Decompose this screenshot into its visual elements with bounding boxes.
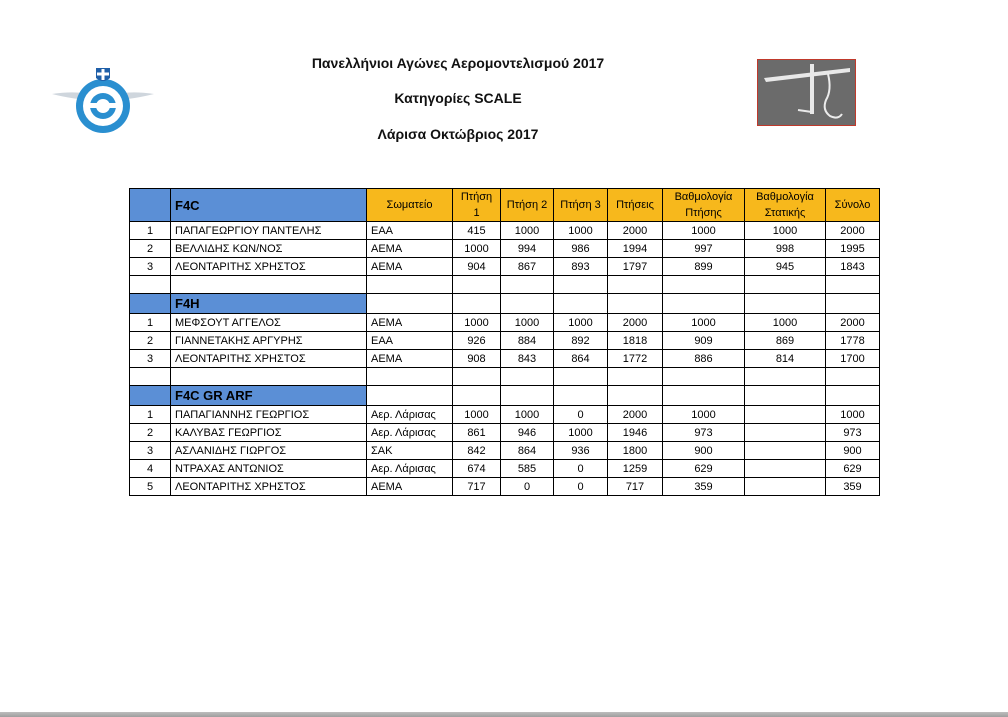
table-cell [745, 424, 826, 442]
table-cell: 1 [130, 222, 171, 240]
table-cell: 629 [663, 460, 745, 478]
table-cell: 3 [130, 258, 171, 276]
table-cell: 1259 [608, 460, 663, 478]
category-name: F4C [171, 189, 367, 222]
empty-cell [501, 276, 554, 294]
column-header-flight_score: Βαθμολογία Πτήσης [663, 189, 745, 222]
table-cell: 1818 [608, 332, 663, 350]
table-cell: ΠΑΠΑΓΙΑΝΝΗΣ ΓΕΩΡΓΙΟΣ [171, 406, 367, 424]
page-bottom-edge [0, 712, 1008, 717]
table-cell: ΑΣΛΑΝΙΔΗΣ ΓΙΩΡΓΟΣ [171, 442, 367, 460]
table-cell: ΛΕΟΝΤΑΡΙΤΗΣ ΧΡΗΣΤΟΣ [171, 258, 367, 276]
table-row [130, 258, 880, 276]
table-row [130, 350, 880, 368]
table-cell: 997 [663, 240, 745, 258]
table-cell: 908 [453, 350, 501, 368]
table-cell: 5 [130, 478, 171, 496]
table-cell: Αερ. Λάρισας [367, 460, 453, 478]
table-cell: 998 [745, 240, 826, 258]
column-header-static_score: Βαθμολογία Στατικής [745, 189, 826, 222]
empty-cell [130, 276, 171, 294]
category-header-row [130, 189, 880, 222]
table-cell: 0 [554, 406, 608, 424]
table-cell: 674 [453, 460, 501, 478]
table-cell: 2000 [608, 406, 663, 424]
empty-cell [608, 386, 663, 406]
column-header-flights: Πτήσεις [608, 189, 663, 222]
category-name: F4H [171, 294, 367, 314]
empty-cell [367, 276, 453, 294]
table-cell: 973 [663, 424, 745, 442]
table-cell: 2000 [826, 314, 880, 332]
table-cell: 814 [745, 350, 826, 368]
empty-cell [745, 294, 826, 314]
table-cell: 1994 [608, 240, 663, 258]
empty-cell [554, 386, 608, 406]
empty-cell [501, 294, 554, 314]
table-cell: 861 [453, 424, 501, 442]
table-row [130, 460, 880, 478]
empty-cell [367, 368, 453, 386]
table-cell: 892 [554, 332, 608, 350]
column-header-flight3: Πτήση 3 [554, 189, 608, 222]
empty-cell [663, 294, 745, 314]
empty-cell [745, 386, 826, 406]
table-cell: 900 [663, 442, 745, 460]
empty-cell [171, 276, 367, 294]
category-name: F4C GR ARF [171, 386, 367, 406]
table-cell: 886 [663, 350, 745, 368]
spacer-row [130, 276, 880, 294]
table-cell: 1000 [501, 222, 554, 240]
table-cell: 2 [130, 240, 171, 258]
empty-cell [663, 368, 745, 386]
table-cell: 359 [826, 478, 880, 496]
table-cell: ΣΑΚ [367, 442, 453, 460]
table-cell: Αερ. Λάρισας [367, 424, 453, 442]
table-cell: 1995 [826, 240, 880, 258]
table-cell: 717 [453, 478, 501, 496]
table-cell: ΕΑΑ [367, 332, 453, 350]
table-cell: 899 [663, 258, 745, 276]
empty-cell [826, 276, 880, 294]
empty-cell [608, 368, 663, 386]
table-cell: Αερ. Λάρισας [367, 406, 453, 424]
table-cell: 2000 [826, 222, 880, 240]
empty-cell [554, 276, 608, 294]
table-cell: 904 [453, 258, 501, 276]
page-title: Πανελλήνιοι Αγώνες Αερομοντελισμού 2017 [311, 55, 605, 71]
table-cell: 926 [453, 332, 501, 350]
empty-cell [453, 368, 501, 386]
table-cell: ΚΑΛΥΒΑΣ ΓΕΩΡΓΙΟΣ [171, 424, 367, 442]
empty-cell [608, 294, 663, 314]
table-cell: ΑΕΜΑ [367, 478, 453, 496]
table-cell: 2 [130, 332, 171, 350]
column-header-flight1: Πτήση 1 [453, 189, 501, 222]
table-cell: 893 [554, 258, 608, 276]
table-cell: 843 [501, 350, 554, 368]
table-cell: 1000 [663, 314, 745, 332]
empty-cell [554, 294, 608, 314]
table-cell: 1 [130, 406, 171, 424]
empty-cell [367, 294, 453, 314]
table-cell: 864 [554, 350, 608, 368]
spacer-row [130, 368, 880, 386]
table-cell: 1000 [745, 222, 826, 240]
empty-cell [663, 276, 745, 294]
empty-cell [554, 368, 608, 386]
table-cell: 1000 [554, 222, 608, 240]
table-row [130, 406, 880, 424]
table-cell: 629 [826, 460, 880, 478]
table-cell: 1000 [554, 314, 608, 332]
empty-cell [608, 276, 663, 294]
page-subtitle: Κατηγορίες SCALE [394, 90, 522, 106]
table-cell: 1778 [826, 332, 880, 350]
table-cell: 994 [501, 240, 554, 258]
table-row [130, 442, 880, 460]
table-cell: ΒΕΛΛΙΔΗΣ ΚΩΝ/ΝΟΣ [171, 240, 367, 258]
table-cell: 946 [501, 424, 554, 442]
empty-cell [826, 368, 880, 386]
empty-cell [453, 386, 501, 406]
table-cell: 1700 [826, 350, 880, 368]
table-row [130, 478, 880, 496]
table-cell: 986 [554, 240, 608, 258]
table-cell: 864 [501, 442, 554, 460]
table-cell: 2000 [608, 222, 663, 240]
table-cell: 1000 [501, 406, 554, 424]
table-cell: 1000 [663, 406, 745, 424]
table-cell: 1000 [745, 314, 826, 332]
table-cell: ΝΤΡΑΧΑΣ ΑΝΤΩΝΙΟΣ [171, 460, 367, 478]
empty-cell [826, 386, 880, 406]
table-cell [745, 442, 826, 460]
empty-cell [501, 386, 554, 406]
results-table [129, 188, 880, 496]
table-cell: 717 [608, 478, 663, 496]
table-cell: 1000 [453, 314, 501, 332]
table-cell: ΑΕΜΑ [367, 258, 453, 276]
table-cell: 4 [130, 460, 171, 478]
table-row [130, 314, 880, 332]
table-cell: 945 [745, 258, 826, 276]
federation-logo [50, 64, 156, 142]
table-cell: 842 [453, 442, 501, 460]
empty-cell [501, 368, 554, 386]
table-cell: ΑΕΜΑ [367, 240, 453, 258]
table-cell: 1946 [608, 424, 663, 442]
table-cell: 359 [663, 478, 745, 496]
table-cell [745, 478, 826, 496]
table-cell: 1000 [554, 424, 608, 442]
table-cell: 869 [745, 332, 826, 350]
table-cell: 3 [130, 442, 171, 460]
table-cell: ΑΕΜΑ [367, 314, 453, 332]
table-cell: 0 [501, 478, 554, 496]
table-cell: 1000 [453, 406, 501, 424]
table-row [130, 240, 880, 258]
header-blank-cell [130, 189, 171, 222]
table-cell: ΛΕΟΝΤΑΡΙΤΗΣ ΧΡΗΣΤΟΣ [171, 478, 367, 496]
table-cell: 2000 [608, 314, 663, 332]
table-cell: 884 [501, 332, 554, 350]
club-logo [757, 59, 856, 126]
table-cell: 1000 [663, 222, 745, 240]
empty-cell [130, 368, 171, 386]
table-cell: 1772 [608, 350, 663, 368]
category-header-row [130, 386, 880, 406]
table-cell: 3 [130, 350, 171, 368]
table-cell: 973 [826, 424, 880, 442]
header-blank-cell [130, 294, 171, 314]
table-cell: 909 [663, 332, 745, 350]
table-cell: 1000 [501, 314, 554, 332]
table-cell: 415 [453, 222, 501, 240]
table-cell: 0 [554, 478, 608, 496]
empty-cell [745, 368, 826, 386]
table-cell: 1000 [826, 406, 880, 424]
table-cell: 936 [554, 442, 608, 460]
table-cell: ΜΕΦΣΟΥΤ ΑΓΓΕΛΟΣ [171, 314, 367, 332]
category-header-row [130, 294, 880, 314]
column-header-total: Σύνολο [826, 189, 880, 222]
table-row [130, 332, 880, 350]
table-cell: ΑΕΜΑ [367, 350, 453, 368]
empty-cell [171, 368, 367, 386]
empty-cell [745, 276, 826, 294]
table-cell: 1 [130, 314, 171, 332]
empty-cell [453, 276, 501, 294]
table-cell: 1797 [608, 258, 663, 276]
table-row [130, 222, 880, 240]
table-cell [745, 406, 826, 424]
table-cell: 1800 [608, 442, 663, 460]
empty-cell [663, 386, 745, 406]
table-cell: 1843 [826, 258, 880, 276]
table-cell [745, 460, 826, 478]
table-cell: 0 [554, 460, 608, 478]
table-cell: 2 [130, 424, 171, 442]
column-header-club: Σωματείο [367, 189, 453, 222]
table-cell: ΕΑΑ [367, 222, 453, 240]
empty-cell [826, 294, 880, 314]
table-cell: ΠΑΠΑΓΕΩΡΓΙΟΥ ΠΑΝΤΕΛΗΣ [171, 222, 367, 240]
empty-cell [453, 294, 501, 314]
table-cell: ΛΕΟΝΤΑΡΙΤΗΣ ΧΡΗΣΤΟΣ [171, 350, 367, 368]
column-header-flight2: Πτήση 2 [501, 189, 554, 222]
table-row [130, 424, 880, 442]
table-cell: 867 [501, 258, 554, 276]
table-cell: 1000 [453, 240, 501, 258]
header-blank-cell [130, 386, 171, 406]
event-location-date: Λάρισα Οκτώβριος 2017 [377, 126, 539, 142]
table-cell: 585 [501, 460, 554, 478]
table-cell: ΓΙΑΝΝΕΤΑΚΗΣ ΑΡΓΥΡΗΣ [171, 332, 367, 350]
table-cell: 900 [826, 442, 880, 460]
empty-cell [367, 386, 453, 406]
